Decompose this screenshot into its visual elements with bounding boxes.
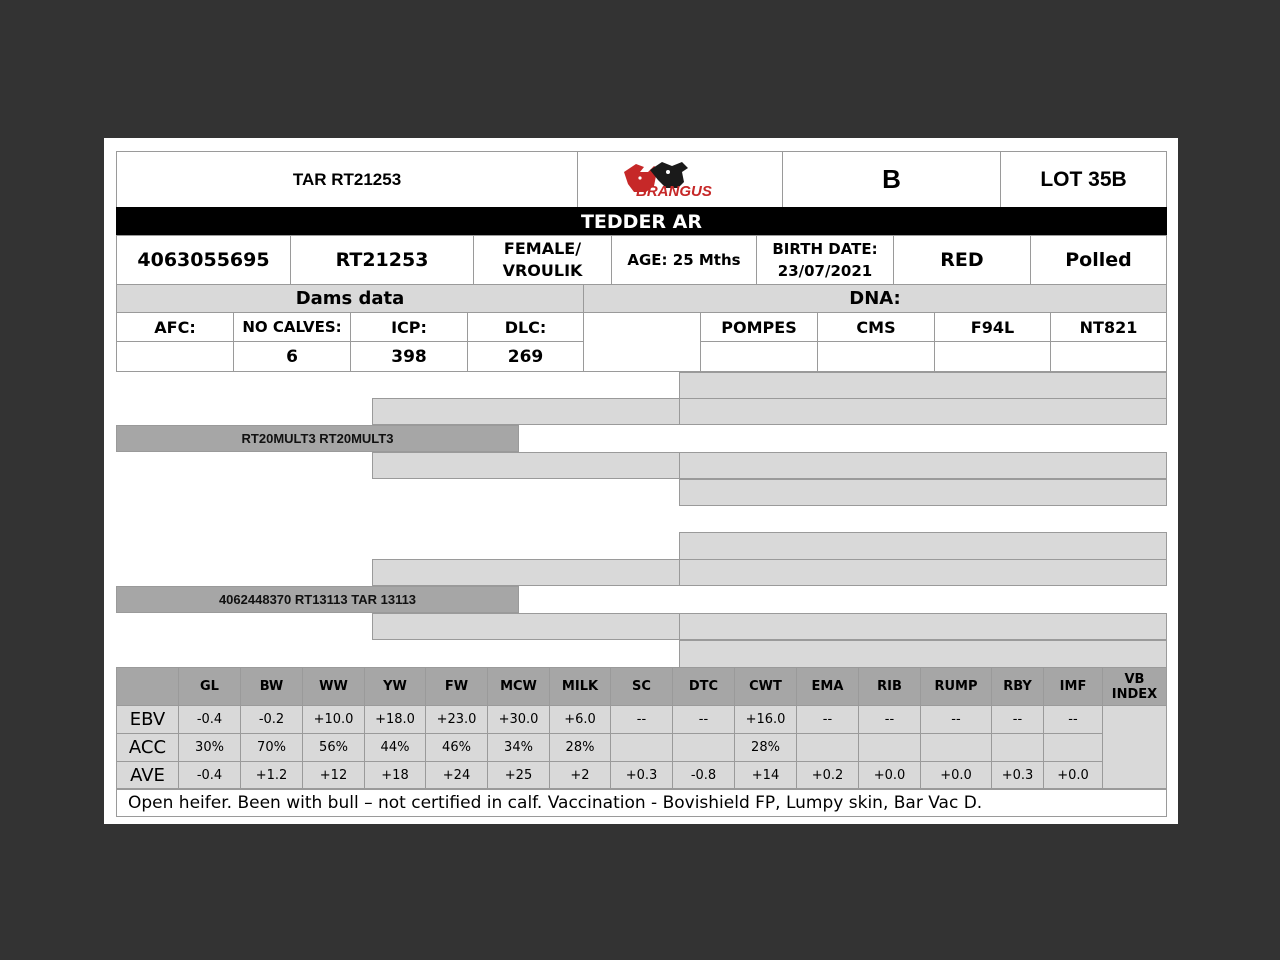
ebv-cell	[796, 733, 859, 762]
ebv-cell: -0.2	[240, 705, 303, 734]
ebv-header-fw: FW	[425, 667, 488, 706]
ebv-cell: +0.2	[796, 761, 859, 790]
ebv-cell: +23.0	[425, 705, 488, 734]
comment-row	[116, 788, 1167, 817]
ebv-cell: -0.4	[178, 761, 241, 790]
pedigree-dam-gg4	[679, 640, 1167, 668]
ebv-cell	[610, 733, 673, 762]
ebv-header-ema: EMA	[796, 667, 859, 706]
ebv-cell: +18	[364, 761, 426, 790]
lot-card	[104, 138, 1178, 824]
ebv-cell: --	[610, 705, 673, 734]
id-number: 4063055695	[116, 235, 291, 285]
ebv-cell: 34%	[487, 733, 550, 762]
ebv-cell	[1043, 733, 1103, 762]
ebv-cell: --	[858, 705, 921, 734]
ebv-header-ww: WW	[302, 667, 365, 706]
ebv-cell	[858, 733, 921, 762]
lot-text: LOT 35B	[1040, 167, 1127, 191]
ebv-cell: --	[672, 705, 735, 734]
horn-status-cell: Polled	[1030, 235, 1167, 285]
ebv-cell: +30.0	[487, 705, 550, 734]
pedigree-dam-gg1	[679, 532, 1167, 560]
ebv-row-label-ebv: EBV	[116, 705, 179, 734]
ebv-header-rby: RBY	[991, 667, 1044, 706]
ebv-row-label-ave: AVE	[116, 761, 179, 790]
ebv-cell: --	[1043, 705, 1103, 734]
dams-title: Dams data	[116, 284, 584, 313]
ebv-cell: +0.0	[1043, 761, 1103, 790]
ebv-cell: +25	[487, 761, 550, 790]
grade-cell	[782, 151, 1001, 208]
dams-value-icp: 398	[350, 341, 468, 372]
ebv-cell: -0.4	[178, 705, 241, 734]
ebv-cell: --	[920, 705, 992, 734]
dna-header-f94l: F94L	[934, 312, 1051, 342]
ebv-vb-index-value	[1102, 705, 1167, 790]
dams-value-afc	[116, 341, 234, 372]
ebv-cell: 44%	[364, 733, 426, 762]
ebv-cell: -0.8	[672, 761, 735, 790]
svg-text:BRANGUS: BRANGUS	[636, 182, 712, 200]
ebv-cell: 46%	[425, 733, 488, 762]
ebv-cell	[672, 733, 735, 762]
ebv-header-bw: BW	[240, 667, 303, 706]
pedigree-sire-gg4	[679, 479, 1167, 506]
age-cell: AGE: 25 Mths	[611, 235, 757, 285]
ebv-header-sc: SC	[610, 667, 673, 706]
ebv-row-label-acc: ACC	[116, 733, 179, 762]
pedigree-dam: 4062448370 RT13113 TAR 13113	[116, 586, 519, 613]
ebv-cell: +0.0	[920, 761, 992, 790]
ebv-cell: 70%	[240, 733, 303, 762]
dna-title: DNA:	[583, 284, 1167, 313]
brangus-logo	[577, 151, 783, 208]
ebv-cell: +0.0	[858, 761, 921, 790]
ebv-cell: +0.3	[991, 761, 1044, 790]
ebv-header-rump: RUMP	[920, 667, 992, 706]
ebv-cell: +1.2	[240, 761, 303, 790]
dna-header-nt821: NT821	[1050, 312, 1167, 342]
pedigree-sire: RT20MULT3 RT20MULT3	[116, 425, 519, 452]
ebv-cell: --	[796, 705, 859, 734]
reg-number: RT21253	[290, 235, 474, 285]
dna-value-cms	[817, 341, 935, 372]
dams-header-no-calves: NO CALVES:	[233, 312, 351, 342]
dna-header-pompes: POMPES	[700, 312, 818, 342]
sex-cell: FEMALE/ VROULIK	[473, 235, 612, 285]
ebv-cell: +14	[734, 761, 797, 790]
dna-value-nt821	[1050, 341, 1167, 372]
dams-header-icp: ICP:	[350, 312, 468, 342]
tag-cell	[116, 151, 578, 208]
ebv-cell: +16.0	[734, 705, 797, 734]
lot-cell	[1000, 151, 1167, 208]
ebv-cell: --	[991, 705, 1044, 734]
ebv-cell: +10.0	[302, 705, 365, 734]
pedigree-sire-g2	[372, 452, 680, 479]
ebv-header-yw: YW	[364, 667, 426, 706]
ebv-cell: 56%	[302, 733, 365, 762]
birth-date-cell: BIRTH DATE: 23/07/2021	[756, 235, 894, 285]
ebv-cell	[920, 733, 992, 762]
ebv-cell: +6.0	[549, 705, 611, 734]
ebv-header-vb-index: VB INDEX	[1102, 667, 1167, 706]
dams-value-no-calves: 6	[233, 341, 351, 372]
ebv-cell: 28%	[549, 733, 611, 762]
ebv-header-gl: GL	[178, 667, 241, 706]
pedigree-sire-gg2	[679, 398, 1167, 425]
pedigree-sire-gg1	[679, 372, 1167, 399]
dna-spacer	[583, 312, 701, 372]
pedigree-dam-gg3	[679, 613, 1167, 640]
tag-text: TAR RT21253	[292, 169, 402, 189]
pedigree-dam-g1	[372, 559, 680, 586]
animal-name: TEDDER AR	[580, 210, 703, 233]
ebv-cell: +24	[425, 761, 488, 790]
ebv-cell: +18.0	[364, 705, 426, 734]
dna-value-f94l	[934, 341, 1051, 372]
ebv-header-rib: RIB	[858, 667, 921, 706]
ebv-cell: +2	[549, 761, 611, 790]
ebv-cell: 28%	[734, 733, 797, 762]
pedigree-dam-g2	[372, 613, 680, 640]
comment-text: Open heifer. Been with bull – not certified in calf. Vaccination - Bovishield FP, Lumpy skin, Bar Vac D.	[128, 792, 983, 813]
ebv-cell: +0.3	[610, 761, 673, 790]
dna-header-cms: CMS	[817, 312, 935, 342]
pedigree-sire-g1	[372, 398, 680, 425]
ebv-header-mcw: MCW	[487, 667, 550, 706]
bull-head-icon	[610, 158, 750, 202]
colour-cell: RED	[893, 235, 1031, 285]
pedigree-sire-gg3	[679, 452, 1167, 479]
ebv-cell: +12	[302, 761, 365, 790]
ebv-cell	[991, 733, 1044, 762]
ebv-corner	[116, 667, 179, 706]
dna-value-pompes	[700, 341, 818, 372]
ebv-header-milk: MILK	[549, 667, 611, 706]
ebv-header-imf: IMF	[1043, 667, 1103, 706]
name-bar	[116, 207, 1167, 236]
grade-text: B	[882, 164, 901, 194]
dams-header-dlc: DLC:	[467, 312, 584, 342]
pedigree-dam-gg2	[679, 559, 1167, 586]
ebv-header-dtc: DTC	[672, 667, 735, 706]
dams-value-dlc: 269	[467, 341, 584, 372]
dams-header-afc: AFC:	[116, 312, 234, 342]
ebv-header-cwt: CWT	[734, 667, 797, 706]
ebv-cell: 30%	[178, 733, 241, 762]
